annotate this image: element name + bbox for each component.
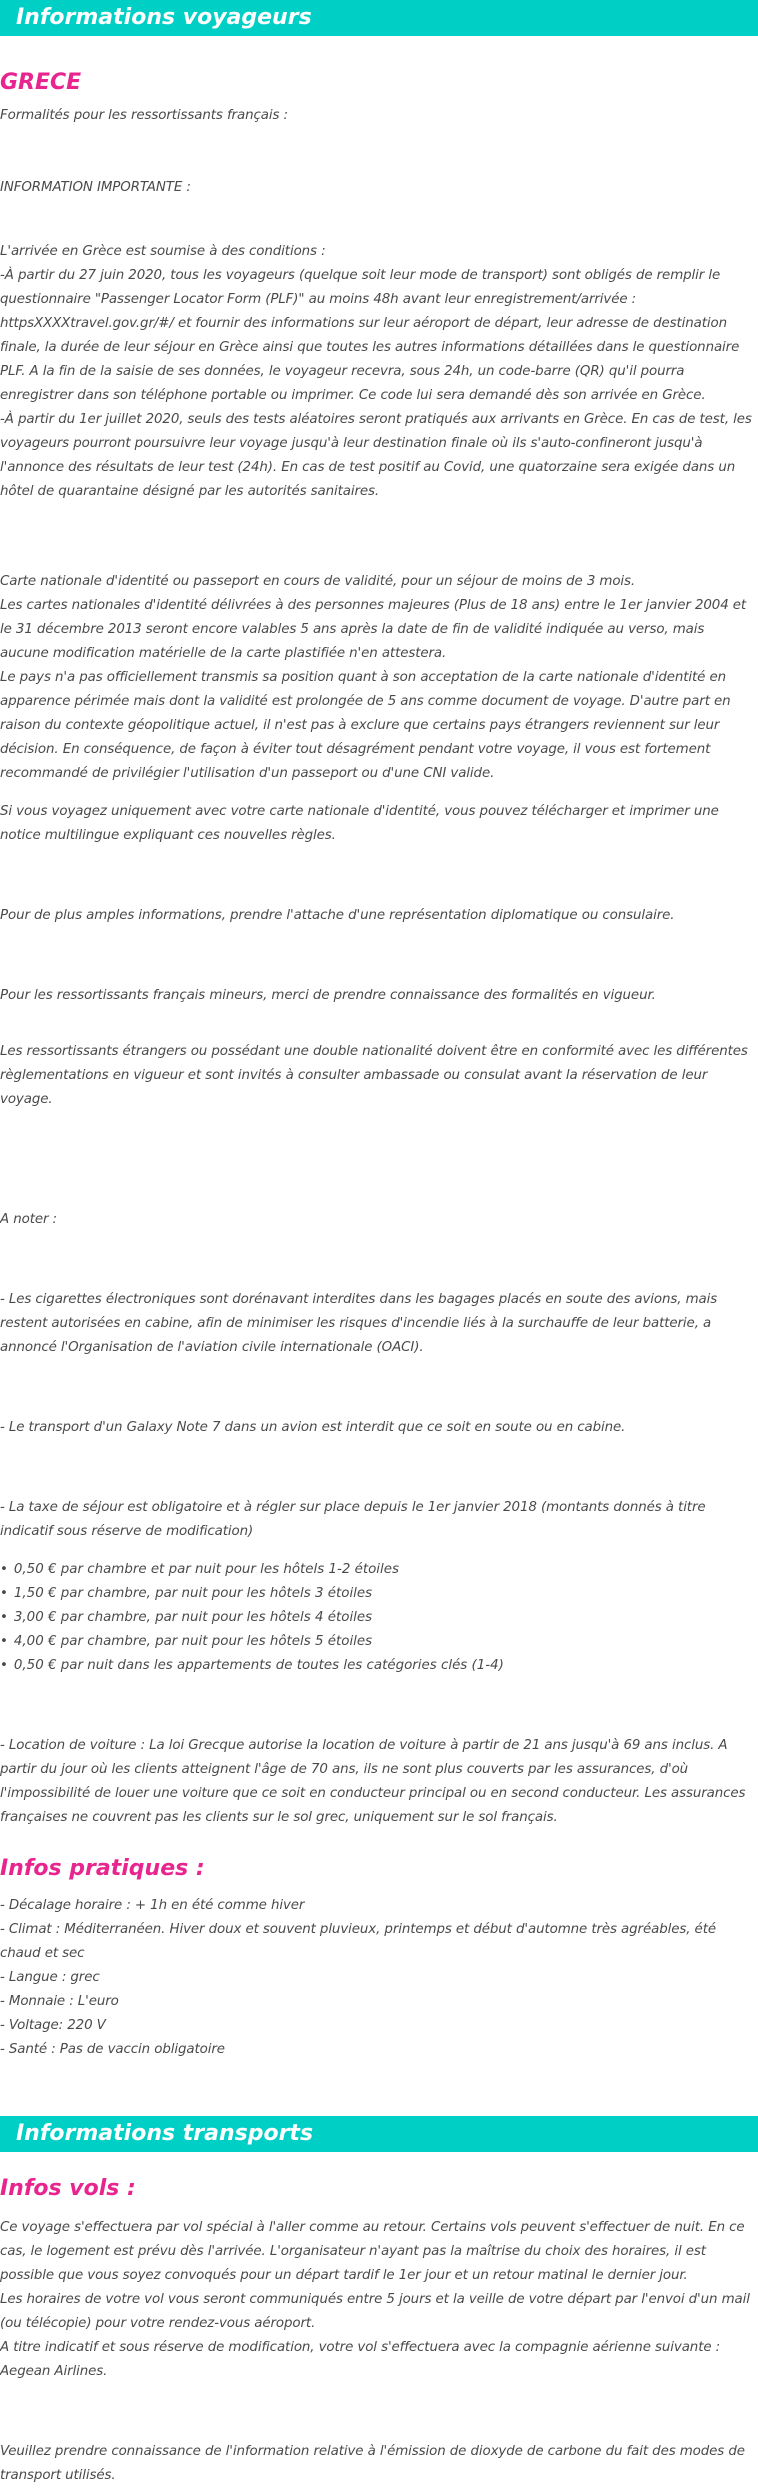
condition-tests: -À partir du 1er juillet 2020, seuls des tests aléatoires seront pratiqués aux arrivants en Grèce. En cas de test, les voyageurs pourront poursuivre leur voyage jusqu'à leur destination finale où ils s'auto-confineront jusqu'à l'annonce des résultats de leur test (24h). En cas de test positif au Covid, une quatorzaine sera exigée dans un hôtel de quarantaine désigné par les autorités sanitaires. [0, 412, 752, 499]
list-item: - Langue : grec [0, 1970, 100, 1985]
cigarettes-note: - Les cigarettes électroniques sont dorénavant interdites dans les bagages placés en soute des avions, mais restent autorisées en cabine, afin de minimiser les risques d'incendie liés à la surchauffe de leur batterie, a annoncé l'Organisation de l'aviation civile internationale (OACI). [0, 1292, 718, 1355]
infos-vols-title: Infos vols : [0, 2176, 136, 2201]
vols-paragraph: Les horaires de votre vol vous seront communiqués entre 5 jours et la veille de votre départ par l'envoi d'un mail (ou télécopie) pour votre rendez-vous aéroport. [0, 2292, 750, 2331]
list-item: • 3,00 € par chambre, par nuit pour les hôtels 4 étoiles [0, 1606, 756, 1630]
id-extension: Les cartes nationales d'identité délivrées à des personnes majeures (Plus de 18 ans) entre le 1er janvier 2004 et le 31 décembre 2013 seront encore valables 5 ans après la date de fin de validité indiquée au verso, mais aucune modification matérielle de la carte plastifiée n'en attestera. [0, 598, 747, 661]
list-item: - Climat : Méditerranéen. Hiver doux et souvent pluvieux, printemps et début d'automne très agréables, été chaud et sec [0, 1922, 716, 1961]
id-validity: Carte nationale d'identité ou passeport en cours de validité, pour un séjour de moins de 3 mois. [0, 574, 636, 589]
section-header-transports: Informations transports [0, 2116, 758, 2152]
taxe-note: - La taxe de séjour est obligatoire et à régler sur place depuis le 1er janvier 2018 (montants donnés à titre indicatif sous réserve de modification) [0, 1500, 706, 1539]
condition-plf: -À partir du 27 juin 2020, tous les voyageurs (quelque soit leur mode de transport) sont obligés de remplir le questionnaire "Passenger Locator Form (PLF)" au moins 48h avant leur enregistrement/arrivée : httpsXXXXtravel.gov.gr/#/ et fournir des informations sur leur aéroport de départ, leur adresse de destination finale, la durée de leur séjour en Grèce ainsi que toutes les autres informations détaillées dans le questionnaire PLF. A la fin de la saisie de ses données, le voyageur recevra, sous 24h, un code-barre (QR) qu'il pourra enregistrer dans son téléphone portable ou imprimer. Ce code lui sera demandé dès son arrivée en Grèce. [0, 268, 740, 403]
a-noter-label: A noter : [0, 1212, 57, 1227]
intro-text: Formalités pour les ressortissants français : [0, 108, 288, 123]
list-item: • 0,50 € par nuit dans les appartements de toutes les catégories clés (1-4) [0, 1654, 756, 1678]
id-notice: Si vous voyagez uniquement avec votre carte nationale d'identité, vous pouvez télécharger et imprimer une notice multilingue expliquant ces nouvelles règles. [0, 804, 719, 843]
content-voyageurs [0, 36, 758, 2062]
list-item: - Monnaie : L'euro [0, 1994, 119, 2009]
important-label: INFORMATION IMPORTANTE : [0, 180, 191, 195]
conditions-heading: L'arrivée en Grèce est soumise à des conditions : [0, 244, 326, 259]
content-transports [0, 2152, 758, 2488]
infos-pratiques-title: Infos pratiques : [0, 1856, 205, 1881]
location-note: - Location de voiture : La loi Grecque autorise la location de voiture à partir de 21 ans jusqu'à 69 ans inclus. A partir du jour où les clients atteignent l'âge de 70 ans, ils ne sont plus couverts par les assurances, d'où l'impossibilité de louer une voiture que ce soit en conducteur principal ou en second conducteur. Les assurances françaises ne couvrent pas les clients sur le sol grec, uniquement sur le sol français. [0, 1738, 746, 1825]
co2-info: Veuillez prendre connaissance de l'information relative à l'émission de dioxyde de carbone du fait des modes de transport utilisés. [0, 2444, 745, 2483]
galaxy-note: - Le transport d'un Galaxy Note 7 dans un avion est interdit que ce soit en soute ou en cabine. [0, 1420, 626, 1435]
taxe-list [0, 1558, 756, 1678]
country-title: GRECE [0, 70, 82, 95]
vols-paragraph: A titre indicatif et sous réserve de modification, votre vol s'effectuera avec la compagnie aérienne suivante : Aegean Airlines. [0, 2340, 721, 2379]
list-item: • 4,00 € par chambre, par nuit pour les hôtels 5 étoiles [0, 1630, 756, 1654]
list-item: • 1,50 € par chambre, par nuit pour les hôtels 3 étoiles [0, 1582, 756, 1606]
list-item: - Décalage horaire : + 1h en été comme hiver [0, 1898, 305, 1913]
foreigners-info: Les ressortissants étrangers ou possédant une double nationalité doivent être en conformité avec les différentes règlementations en vigueur et sont invités à consulter ambassade ou consulat avant la réservation de leur voyage. [0, 1044, 748, 1107]
section-header-voyageurs: Informations voyageurs [0, 0, 758, 36]
list-item: - Voltage: 220 V [0, 2018, 106, 2033]
more-info: Pour de plus amples informations, prendre l'attache d'une représentation diplomatique ou consulaire. [0, 908, 675, 923]
vols-paragraph: Ce voyage s'effectuera par vol spécial à l'aller comme au retour. Certains vols peuvent s'effectuer de nuit. En ce cas, le logement est prévu dès l'arrivée. L'organisateur n'ayant pas la maîtrise du choix des horaires, il est possible que vous soyez convoqués pour un départ tardif le 1er jour et un retour matinal le dernier jour. [0, 2220, 745, 2283]
minors-info: Pour les ressortissants français mineurs, merci de prendre connaissance des formalités en vigueur. [0, 988, 656, 1003]
list-item: • 0,50 € par chambre et par nuit pour les hôtels 1-2 étoiles [0, 1558, 756, 1582]
id-recommendation: Le pays n'a pas officiellement transmis sa position quant à son acceptation de la carte nationale d'identité en apparence périmée mais dont la validité est prolongée de 5 ans comme document de voyage. D'autre part en raison du contexte géopolitique actuel, il n'est pas à exclure que certains pays étrangers reviennent sur leur décision. En conséquence, de façon à éviter tout désagrément pendant votre voyage, il vous est fortement recommandé de privilégier l'utilisation d'un passeport ou d'une CNI valide. [0, 670, 731, 781]
list-item: - Santé : Pas de vaccin obligatoire [0, 2042, 225, 2057]
